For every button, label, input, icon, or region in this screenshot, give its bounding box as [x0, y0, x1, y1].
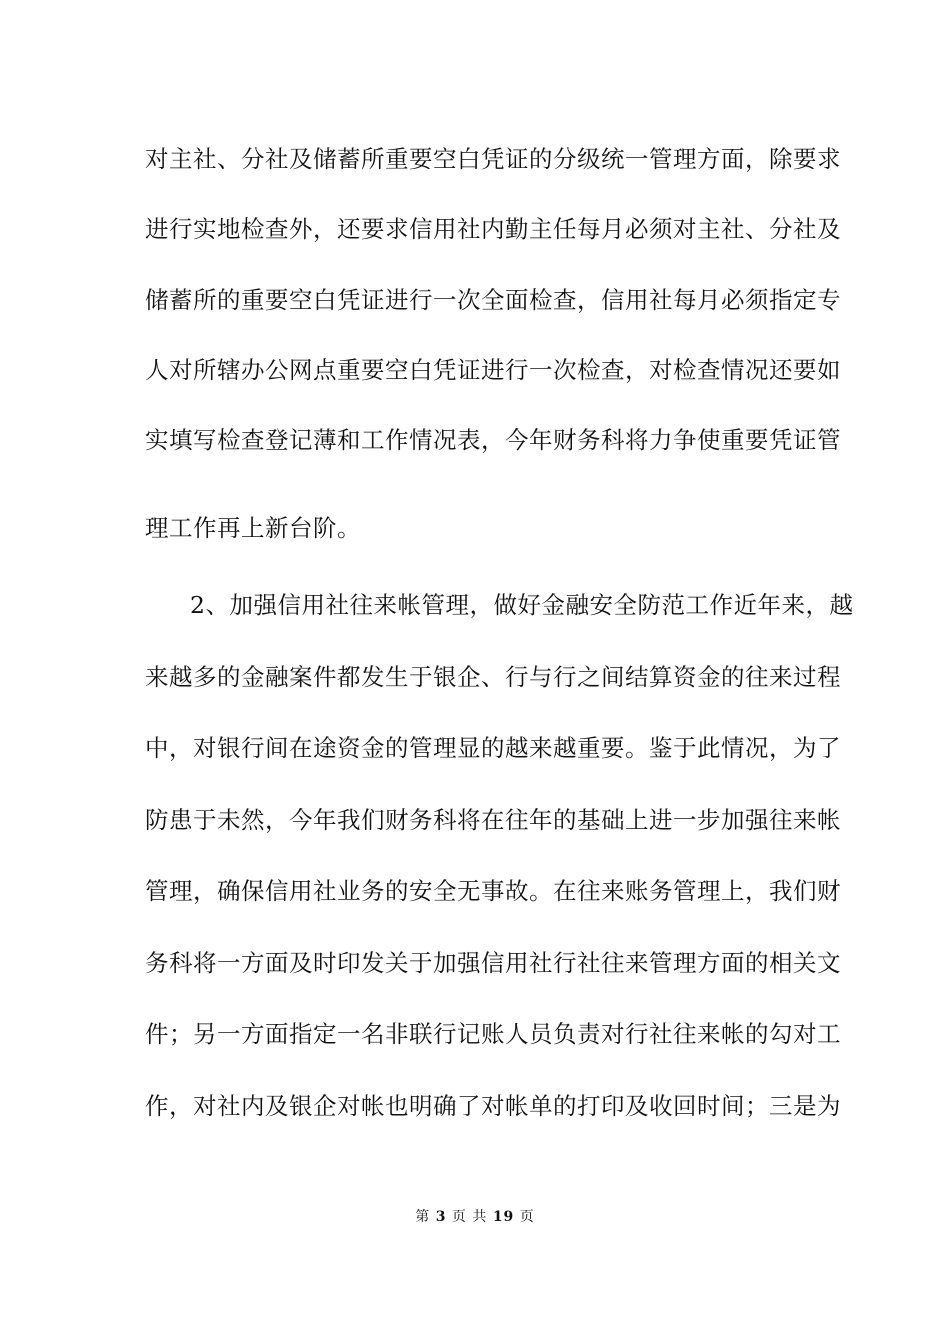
- footer-prefix: 第: [415, 1209, 431, 1225]
- body-line-1: 对主社、分社及储蓄所重要空白凭证的分级统一管理方面，除要求: [145, 145, 841, 173]
- body-line-5: 实填写检查登记薄和工作情况表，今年财务科将力争使重要凭证管: [145, 426, 841, 454]
- body-line-11: 管理，确保信用社业务的安全无事故。在往来账务管理上，我们财: [145, 877, 841, 905]
- body-line-9: 中，对银行间在途资金的管理显的越来越重要。鉴于此情况，为了: [145, 734, 841, 762]
- body-line-6: 理工作再上新台阶。: [145, 514, 361, 542]
- body-line-14: 作，对社内及银企对帐也明确了对帐单的打印及收回时间；三是为: [145, 1092, 841, 1120]
- body-line-8: 来越多的金融案件都发生于银企、行与行之间结算资金的往来过程: [145, 663, 841, 691]
- footer-middle: 页 共: [451, 1209, 488, 1225]
- body-line-4: 人对所辖办公网点重要空白凭证进行一次检查，对检查情况还要如: [145, 356, 841, 384]
- body-line-3: 储蓄所的重要空白凭证进行一次全面检查，信用社每月必须指定专: [145, 286, 841, 314]
- footer-total-pages: 19: [492, 1209, 515, 1225]
- footer-current-page: 3: [435, 1209, 447, 1225]
- footer-suffix: 页: [519, 1209, 535, 1225]
- body-line-7: 2、加强信用社往来帐管理，做好金融安全防范工作近年来，越: [190, 591, 854, 619]
- page-footer: [0, 1208, 950, 1226]
- body-line-13: 件；另一方面指定一名非联行记账人员负责对行社往来帐的勾对工: [145, 1020, 841, 1048]
- body-line-2: 进行实地检查外，还要求信用社内勤主任每月必须对主社、分社及: [145, 215, 841, 243]
- body-line-10: 防患于未然，今年我们财务科将在往年的基础上进一步加强往来帐: [145, 806, 841, 834]
- body-line-12: 务科将一方面及时印发关于加强信用社行社往来管理方面的相关文: [145, 949, 841, 977]
